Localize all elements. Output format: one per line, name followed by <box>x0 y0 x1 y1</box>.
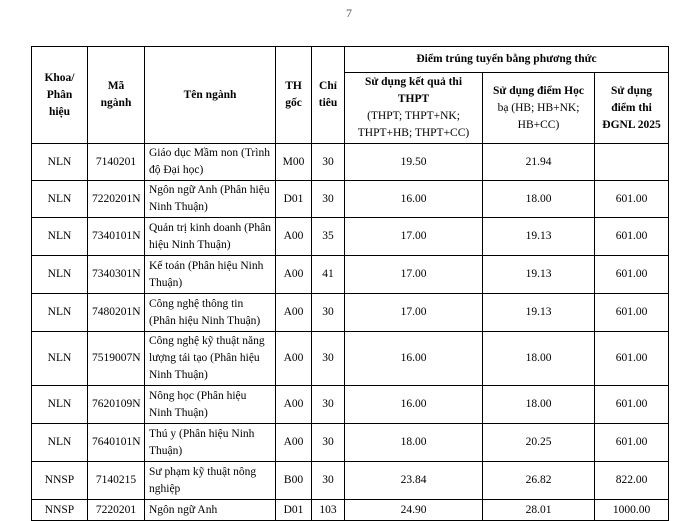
cell-hocba: 20.25 <box>483 424 595 462</box>
header-khoa: Khoa/ Phân hiệu <box>32 47 88 144</box>
header-thpt <box>345 73 483 144</box>
cell-th-goc: A00 <box>276 256 312 294</box>
cell-chi-tieu: 30 <box>312 181 345 218</box>
table-row <box>32 386 669 424</box>
cell-khoa: NNSP <box>32 500 88 521</box>
cell-dgnl: 1000.00 <box>595 500 669 521</box>
cell-chi-tieu: 30 <box>312 424 345 462</box>
cell-thpt: 19.50 <box>345 144 483 181</box>
cell-khoa: NLN <box>32 181 88 218</box>
header-hocba-title: Sử dụng điểm Học <box>493 84 584 97</box>
table-row <box>32 144 669 181</box>
cell-ten-nganh: Sư phạm kỹ thuật nông nghiệp <box>145 462 276 500</box>
cell-dgnl: 601.00 <box>595 332 669 386</box>
cell-th-goc: A00 <box>276 294 312 332</box>
cell-thpt: 24.90 <box>345 500 483 521</box>
header-th-goc: TH gốc <box>276 47 312 144</box>
cell-hocba: 18.00 <box>483 181 595 218</box>
cell-hocba: 19.13 <box>483 294 595 332</box>
cell-chi-tieu: 30 <box>312 144 345 181</box>
header-ma-nganh: Mã ngành <box>88 47 145 144</box>
cell-khoa: NLN <box>32 424 88 462</box>
cell-hocba: 26.82 <box>483 462 595 500</box>
cell-chi-tieu: 30 <box>312 294 345 332</box>
cell-dgnl: 601.00 <box>595 181 669 218</box>
cell-ma-nganh: 7340301N <box>88 256 145 294</box>
cell-th-goc: A00 <box>276 332 312 386</box>
header-thpt-title: Sử dụng kết quả thi THPT <box>364 76 463 105</box>
page-number: 7 <box>346 6 352 20</box>
cell-hocba: 18.00 <box>483 386 595 424</box>
cell-dgnl: 601.00 <box>595 386 669 424</box>
cell-ten-nganh: Ngôn ngữ Anh <box>145 500 276 521</box>
header-chi-tieu: Chỉ tiêu <box>312 47 345 144</box>
cell-chi-tieu: 30 <box>312 332 345 386</box>
cell-ma-nganh: 7140201 <box>88 144 145 181</box>
cell-thpt: 16.00 <box>345 386 483 424</box>
cell-dgnl: 601.00 <box>595 256 669 294</box>
cell-chi-tieu: 35 <box>312 218 345 256</box>
header-thpt-sub: (THPT; THPT+NK; THPT+HB; THPT+CC) <box>357 110 470 139</box>
cell-th-goc: D01 <box>276 181 312 218</box>
header-hocba-sub: bạ (HB; HB+NK; HB+CC) <box>497 101 580 131</box>
cell-ma-nganh: 7220201 <box>88 500 145 521</box>
cell-ma-nganh: 7220201N <box>88 181 145 218</box>
cell-ten-nganh: Giáo dục Mầm non (Trình độ Đại học) <box>145 144 276 181</box>
table-row <box>32 500 669 521</box>
cell-th-goc: B00 <box>276 462 312 500</box>
cell-ma-nganh: 7340101N <box>88 218 145 256</box>
header-hocba <box>483 73 595 144</box>
cell-dgnl: 601.00 <box>595 424 669 462</box>
table-row <box>32 218 669 256</box>
cell-dgnl: 822.00 <box>595 462 669 500</box>
table-row <box>32 332 669 386</box>
cell-ma-nganh: 7140215 <box>88 462 145 500</box>
cell-ten-nganh: Công nghệ thông tin (Phân hiệu Ninh Thuận) <box>145 294 276 332</box>
cell-khoa: NLN <box>32 386 88 424</box>
cell-th-goc: D01 <box>276 500 312 521</box>
cell-thpt: 17.00 <box>345 256 483 294</box>
cell-ten-nganh: Thú y (Phân hiệu Ninh Thuận) <box>145 424 276 462</box>
cell-hocba: 19.13 <box>483 256 595 294</box>
cell-dgnl: 601.00 <box>595 294 669 332</box>
cell-khoa: NLN <box>32 144 88 181</box>
cell-hocba: 21.94 <box>483 144 595 181</box>
admission-score-table <box>31 46 669 521</box>
cell-khoa: NLN <box>32 294 88 332</box>
cell-thpt: 23.84 <box>345 462 483 500</box>
cell-khoa: NLN <box>32 218 88 256</box>
table-row <box>32 462 669 500</box>
header-ten-nganh: Tên ngành <box>145 47 276 144</box>
table-row <box>32 181 669 218</box>
header-group-diem: Điểm trúng tuyển bằng phương thức <box>345 47 669 73</box>
cell-th-goc: A00 <box>276 424 312 462</box>
header-dgnl: Sử dụng điểm thi ĐGNL 2025 <box>595 73 669 144</box>
cell-ten-nganh: Công nghệ kỹ thuật năng lượng tái tạo (Phân hiệu Ninh Thuận) <box>145 332 276 386</box>
cell-thpt: 17.00 <box>345 218 483 256</box>
cell-ma-nganh: 7480201N <box>88 294 145 332</box>
cell-thpt: 17.00 <box>345 294 483 332</box>
cell-ma-nganh: 7620109N <box>88 386 145 424</box>
cell-thpt: 16.00 <box>345 332 483 386</box>
cell-dgnl: 601.00 <box>595 218 669 256</box>
cell-chi-tieu: 30 <box>312 462 345 500</box>
cell-khoa: NLN <box>32 332 88 386</box>
cell-ten-nganh: Nông học (Phân hiệu Ninh Thuận) <box>145 386 276 424</box>
cell-ma-nganh: 7640101N <box>88 424 145 462</box>
cell-th-goc: M00 <box>276 144 312 181</box>
cell-ma-nganh: 7519007N <box>88 332 145 386</box>
cell-ten-nganh: Quản trị kinh doanh (Phân hiệu Ninh Thuận) <box>145 218 276 256</box>
table-row <box>32 424 669 462</box>
cell-hocba: 18.00 <box>483 332 595 386</box>
cell-thpt: 16.00 <box>345 181 483 218</box>
cell-chi-tieu: 41 <box>312 256 345 294</box>
cell-chi-tieu: 103 <box>312 500 345 521</box>
table-row <box>32 294 669 332</box>
cell-khoa: NLN <box>32 256 88 294</box>
cell-chi-tieu: 30 <box>312 386 345 424</box>
cell-th-goc: A00 <box>276 386 312 424</box>
cell-th-goc: A00 <box>276 218 312 256</box>
cell-hocba: 19.13 <box>483 218 595 256</box>
cell-thpt: 18.00 <box>345 424 483 462</box>
cell-ten-nganh: Ngôn ngữ Anh (Phân hiệu Ninh Thuận) <box>145 181 276 218</box>
table-row <box>32 256 669 294</box>
cell-khoa: NNSP <box>32 462 88 500</box>
cell-ten-nganh: Kế toán (Phân hiệu Ninh Thuận) <box>145 256 276 294</box>
cell-hocba: 28.01 <box>483 500 595 521</box>
cell-dgnl <box>595 144 669 181</box>
